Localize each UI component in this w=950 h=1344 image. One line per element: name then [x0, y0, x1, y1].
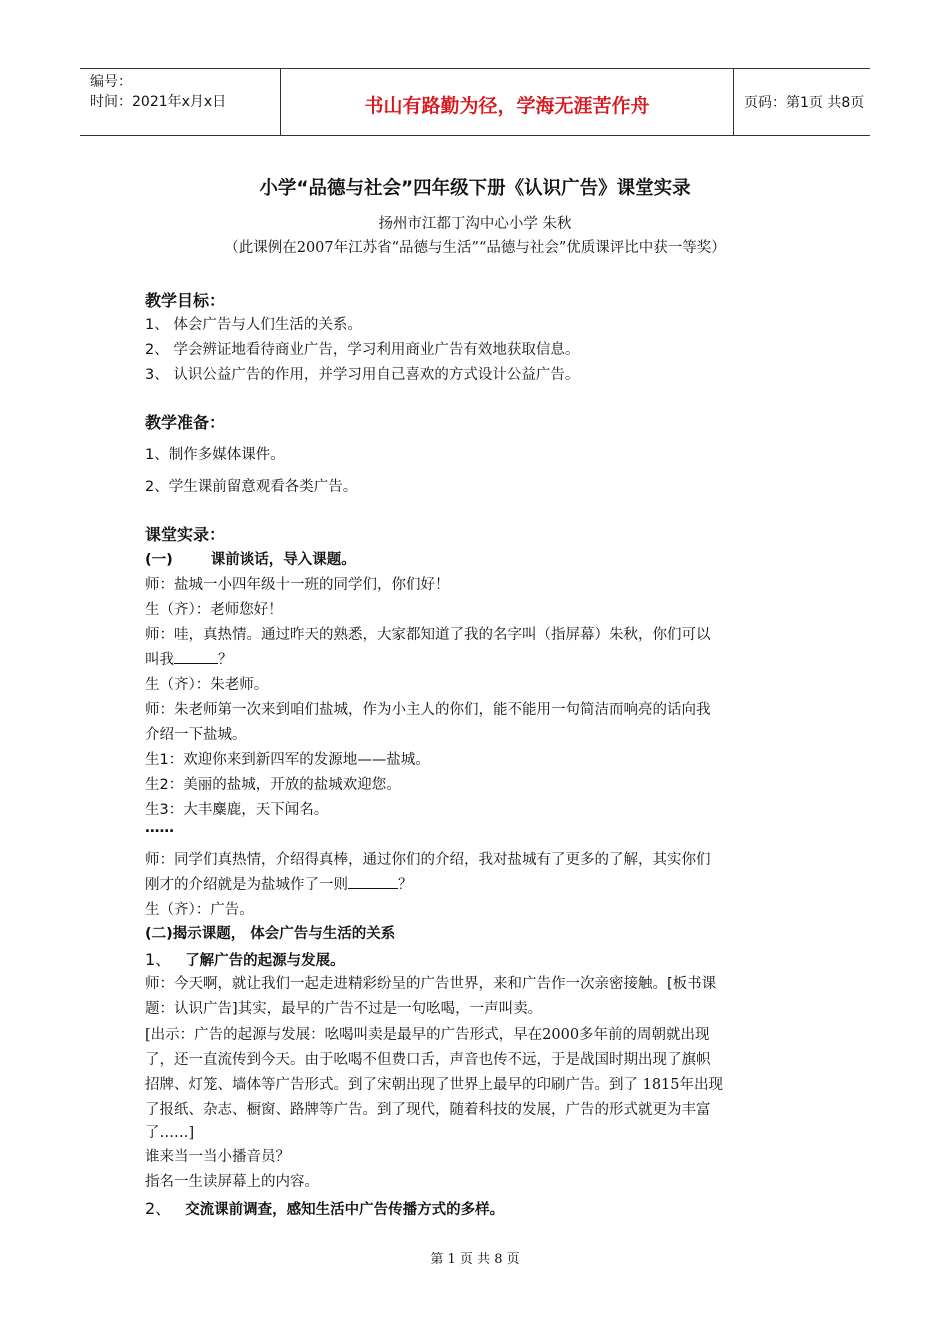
prep-item: 2、学生课前留意观看各类广告。 — [145, 479, 358, 495]
subsection-title: 交流课前调查，感知生活中广告传播方式的多样。 — [185, 1201, 505, 1218]
subsection-title: 了解广告的起源与发展。 — [185, 952, 345, 969]
dialogue-line: 师：朱老师第一次来到咱们盐城，作为小主人的你们，能不能用一句简洁而响亮的话向我 — [145, 702, 711, 718]
dialogue-line: 题：认识广告]其实，最早的广告不过是一句吆喝，一声叫卖。 — [145, 1001, 543, 1017]
screen-text-line: 了，还一直流传到今天。由于吆喝不但费口舌，声音也传不远，于是战国时期出现了旗帜 — [145, 1052, 711, 1068]
dialogue-line: 生2：美丽的盐城，开放的盐城欢迎您。 — [145, 777, 401, 793]
dialogue-text: ？ — [218, 652, 233, 668]
goal-item: 2、 学会辨证地看待商业广告，学习利用商业广告有效地获取信息。 — [145, 342, 580, 358]
dialogue-line: 师：今天啊，就让我们一起走进精彩纷呈的广告世界，来和广告作一次亲密接触。[板书课 — [145, 976, 717, 992]
prep-item: 1、制作多媒体课件。 — [145, 447, 285, 463]
header-meta — [80, 69, 280, 135]
fill-blank — [174, 649, 218, 664]
author-line: 扬州市江都丁沟中心小学 朱秋 — [378, 216, 572, 232]
dialogue-line: 师：哇，真热情。通过昨天的熟悉，大家都知道了我的名字叫（指屏幕）朱秋，你们可以 — [145, 627, 711, 643]
dialogue-line: 生（齐）：朱老师。 — [145, 677, 269, 693]
page-label: 页码：第1页 共8页 — [744, 95, 865, 111]
section-1-number: (一) — [145, 552, 173, 568]
goals-heading: 教学目标： — [145, 291, 226, 310]
page-header — [80, 68, 870, 136]
dialogue-text: 刚才的介绍就是为盐城作了一则 — [145, 877, 348, 893]
screen-text-line: 招牌、灯笼、墙体等广告形式。到了宋朝出现了世界上最早的印刷广告。到了 1815年出现 — [145, 1077, 724, 1093]
subsection-heading — [145, 1196, 504, 1219]
dialogue-text: 叫我 — [145, 652, 174, 668]
section-2-heading: (二)揭示课题， 体会广告与生活的关系 — [145, 926, 396, 942]
dialogue-line: 指名一生读屏幕上的内容。 — [145, 1174, 319, 1190]
dialogue-text: ？ — [398, 877, 413, 893]
prep-heading: 教学准备： — [145, 413, 226, 432]
time-label: 时间：2021年x月x日 — [90, 94, 227, 110]
subsection-heading — [145, 947, 345, 970]
section-1-heading — [145, 548, 356, 569]
screen-text-line: 了报纸、杂志、橱窗、路牌等广告。到了现代，随着科技的发展，广告的形式就更为丰富 — [145, 1102, 711, 1118]
dialogue-line: 师：同学们真热情，介绍得真棒，通过你们的介绍，我对盐城有了更多的了解，其实你们 — [145, 852, 711, 868]
dialogue-line: 生1：欢迎你来到新四军的发源地——盐城。 — [145, 752, 430, 768]
subsection-number: 2、 — [145, 1199, 172, 1218]
award-note: （此课例在2007年江苏省“品德与生活”“品德与社会”优质课评比中获一等奖） — [224, 240, 726, 256]
page-footer: 第 1 页 共 8 页 — [430, 1252, 520, 1267]
dialogue-line: 谁来当一当小播音员？ — [145, 1149, 290, 1165]
screen-text-line: 了……] — [145, 1125, 195, 1141]
dialogue-line: 师：盐城一小四年级十一班的同学们，你们好！ — [145, 577, 450, 593]
document-title: 小学“品德与社会”四年级下册《认识广告》课堂实录 — [259, 178, 691, 199]
header-motto-cell — [280, 69, 734, 135]
fill-blank — [348, 874, 398, 889]
screen-text-line: [出示：广告的起源与发展：吆喝叫卖是最早的广告形式，早在2000多年前的周朝就出现 — [145, 1027, 710, 1043]
section-1-title: 课前谈话，导入课题。 — [210, 552, 356, 568]
goal-item: 3、 认识公益广告的作用，并学习用自己喜欢的方式设计公益广告。 — [145, 367, 580, 383]
subsection-number: 1、 — [145, 950, 172, 969]
dialogue-line: 生（齐）：老师您好！ — [145, 602, 283, 618]
dialogue-line — [145, 873, 413, 894]
number-label: 编号： — [90, 74, 132, 90]
dialogue-line: 生3：大丰麋鹿，天下闻名。 — [145, 802, 329, 818]
dialogue-line: 生（齐）：广告。 — [145, 902, 254, 918]
dialogue-line — [145, 648, 233, 669]
motto: 书山有路勤为径，学海无涯苦作舟 — [364, 95, 650, 117]
goal-item: 1、 体会广告与人们生活的关系。 — [145, 317, 362, 333]
record-heading: 课堂实录： — [145, 525, 226, 544]
ellipsis: …… — [145, 820, 174, 836]
dialogue-line: 介绍一下盐城。 — [145, 727, 247, 743]
